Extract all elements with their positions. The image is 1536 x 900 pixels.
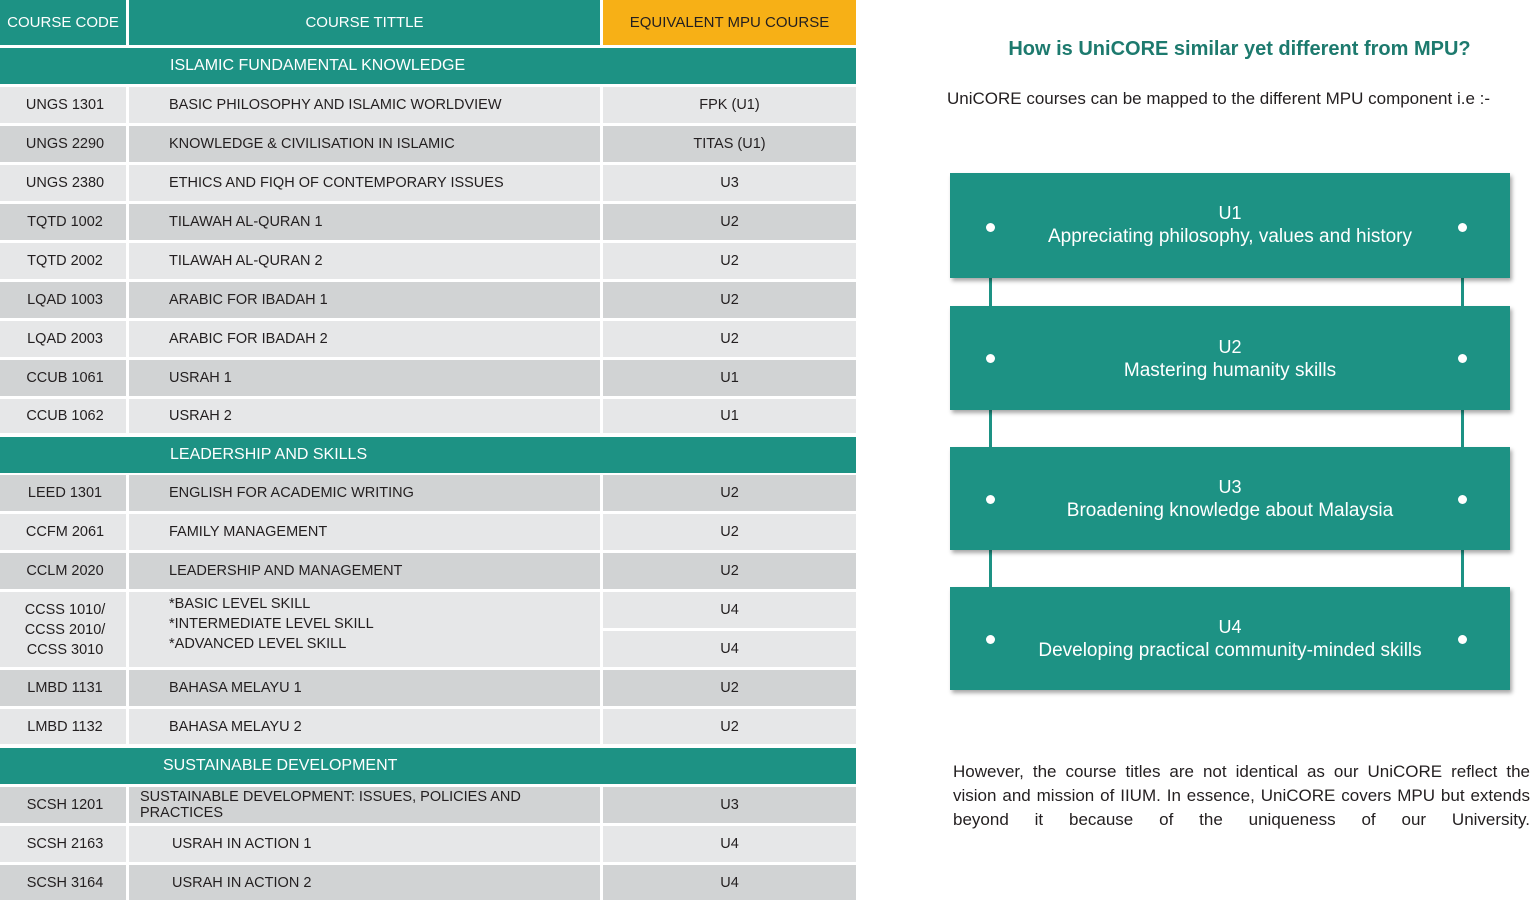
bullet-dot-icon [986, 495, 995, 504]
mpu-equivalent: U4 [603, 631, 856, 667]
mpu-equivalent: U2 [603, 243, 856, 279]
mpu-equivalent: U2 [603, 553, 856, 589]
header-equivalent-mpu: EQUIVALENT MPU COURSE [603, 0, 856, 45]
component-description: Developing practical community-minded skills [1038, 640, 1422, 661]
mpu-equivalent: TITAS (U1) [603, 126, 856, 162]
connector-line [989, 278, 992, 306]
course-title: BASIC PHILOSOPHY AND ISLAMIC WORLDVIEW [129, 87, 600, 123]
component-code: U3 [1218, 477, 1242, 497]
mpu-equivalent: FPK (U1) [603, 87, 856, 123]
section-leadership-and-skills: LEADERSHIP AND SKILLS [0, 437, 856, 473]
mpu-equivalent: U2 [603, 709, 856, 744]
mpu-equivalent: U4 [603, 592, 856, 628]
component-code: U4 [1218, 617, 1242, 637]
course-title: KNOWLEDGE & CIVILISATION IN ISLAMIC [129, 126, 600, 162]
course-title: LEADERSHIP AND MANAGEMENT [129, 553, 600, 589]
connector-line [989, 550, 992, 587]
connector-line [1461, 278, 1464, 306]
course-title: BAHASA MELAYU 1 [129, 670, 600, 706]
course-title: USRAH IN ACTION 1 [129, 826, 600, 862]
course-title-line: *INTERMEDIATE LEVEL SKILL [169, 615, 374, 632]
course-title: ENGLISH FOR ACADEMIC WRITING [129, 475, 600, 511]
mpu-component-u2 [950, 306, 1510, 410]
section-islamic-fundamental-knowledge: ISLAMIC FUNDAMENTAL KNOWLEDGE [0, 48, 856, 84]
course-code: SCSH 2163 [0, 826, 126, 862]
bullet-dot-icon [1458, 635, 1467, 644]
course-code: UNGS 2290 [0, 126, 126, 162]
course-title: ETHICS AND FIQH OF CONTEMPORARY ISSUES [129, 165, 600, 201]
connector-line [1461, 410, 1464, 447]
mpu-equivalent: U1 [603, 360, 856, 396]
course-code-line: CCSS 1010/ [24, 601, 106, 618]
connector-line [1461, 550, 1464, 587]
bullet-dot-icon [1458, 223, 1467, 232]
course-code: UNGS 2380 [0, 165, 126, 201]
course-code: SCSH 3164 [0, 865, 126, 900]
header-course-code: COURSE CODE [0, 0, 126, 45]
course-code: CCUB 1062 [0, 399, 126, 433]
course-code: TQTD 1002 [0, 204, 126, 240]
header-course-title: COURSE TITTLE [129, 0, 600, 45]
course-title: TILAWAH AL-QURAN 2 [129, 243, 600, 279]
component-code: U2 [1218, 337, 1242, 357]
component-description: Appreciating philosophy, values and history [1047, 226, 1413, 247]
summary-paragraph: However, the course titles are not identical as our UniCORE reflect the vision and mission of IIUM. In essence, UniCORE covers MPU but extends beyond it because of the uniqueness of our University. [953, 762, 1530, 829]
component-description: Broadening knowledge about Malaysia [1066, 500, 1394, 521]
course-code: UNGS 1301 [0, 87, 126, 123]
mpu-equivalent: U2 [603, 282, 856, 318]
course-code: CCUB 1061 [0, 360, 126, 396]
mpu-equivalent: U2 [603, 204, 856, 240]
course-title: ARABIC FOR IBADAH 1 [129, 282, 600, 318]
bullet-dot-icon [986, 223, 995, 232]
course-code: LQAD 1003 [0, 282, 126, 318]
course-title: USRAH 1 [129, 360, 600, 396]
mpu-equivalent: U2 [603, 475, 856, 511]
course-code-group [0, 592, 126, 667]
mpu-equivalent: U1 [603, 399, 856, 433]
course-code-line: CCSS 3010 [26, 641, 104, 658]
course-code: LMBD 1132 [0, 709, 126, 744]
course-title-line: *ADVANCED LEVEL SKILL [169, 635, 347, 652]
question-heading: How is UniCORE similar yet different from MPU? [1008, 38, 1471, 60]
course-title: BAHASA MELAYU 2 [129, 709, 600, 744]
mpu-component-u1 [950, 173, 1510, 278]
mpu-equivalent: U2 [603, 670, 856, 706]
bullet-dot-icon [1458, 354, 1467, 363]
mpu-component-u4 [950, 587, 1510, 690]
component-code: U1 [1218, 203, 1242, 223]
course-title: SUSTAINABLE DEVELOPMENT: ISSUES, POLICIES AND PRACTICES [129, 787, 600, 823]
connector-line [989, 410, 992, 447]
mpu-equivalent: U2 [603, 514, 856, 550]
mpu-equivalent: U3 [603, 787, 856, 823]
course-title: ARABIC FOR IBADAH 2 [129, 321, 600, 357]
mapping-intro: UniCORE courses can be mapped to the different MPU component i.e :- [947, 89, 1491, 108]
section-sustainable-development: SUSTAINABLE DEVELOPMENT [0, 748, 856, 784]
mpu-component-u3 [950, 447, 1510, 550]
course-code: LQAD 2003 [0, 321, 126, 357]
mpu-mapping-panel [857, 0, 1536, 900]
bullet-dot-icon [1458, 495, 1467, 504]
mpu-equivalent: U3 [603, 165, 856, 201]
bullet-dot-icon [986, 635, 995, 644]
mpu-equivalent: U4 [603, 826, 856, 862]
course-title-line: *BASIC LEVEL SKILL [169, 595, 311, 612]
component-description: Mastering humanity skills [1123, 360, 1337, 381]
course-code: LMBD 1131 [0, 670, 126, 706]
course-title: FAMILY MANAGEMENT [129, 514, 600, 550]
course-title: USRAH IN ACTION 2 [129, 865, 600, 900]
mpu-equivalent: U4 [603, 865, 856, 900]
course-title: TILAWAH AL-QURAN 1 [129, 204, 600, 240]
course-code: TQTD 2002 [0, 243, 126, 279]
bullet-dot-icon [986, 354, 995, 363]
course-title-group [129, 592, 600, 667]
course-title: USRAH 2 [129, 399, 600, 433]
course-code: CCFM 2061 [0, 514, 126, 550]
course-code: LEED 1301 [0, 475, 126, 511]
course-code: SCSH 1201 [0, 787, 126, 823]
mpu-equivalent: U2 [603, 321, 856, 357]
course-code-line: CCSS 2010/ [24, 621, 106, 638]
course-code: CCLM 2020 [0, 553, 126, 589]
